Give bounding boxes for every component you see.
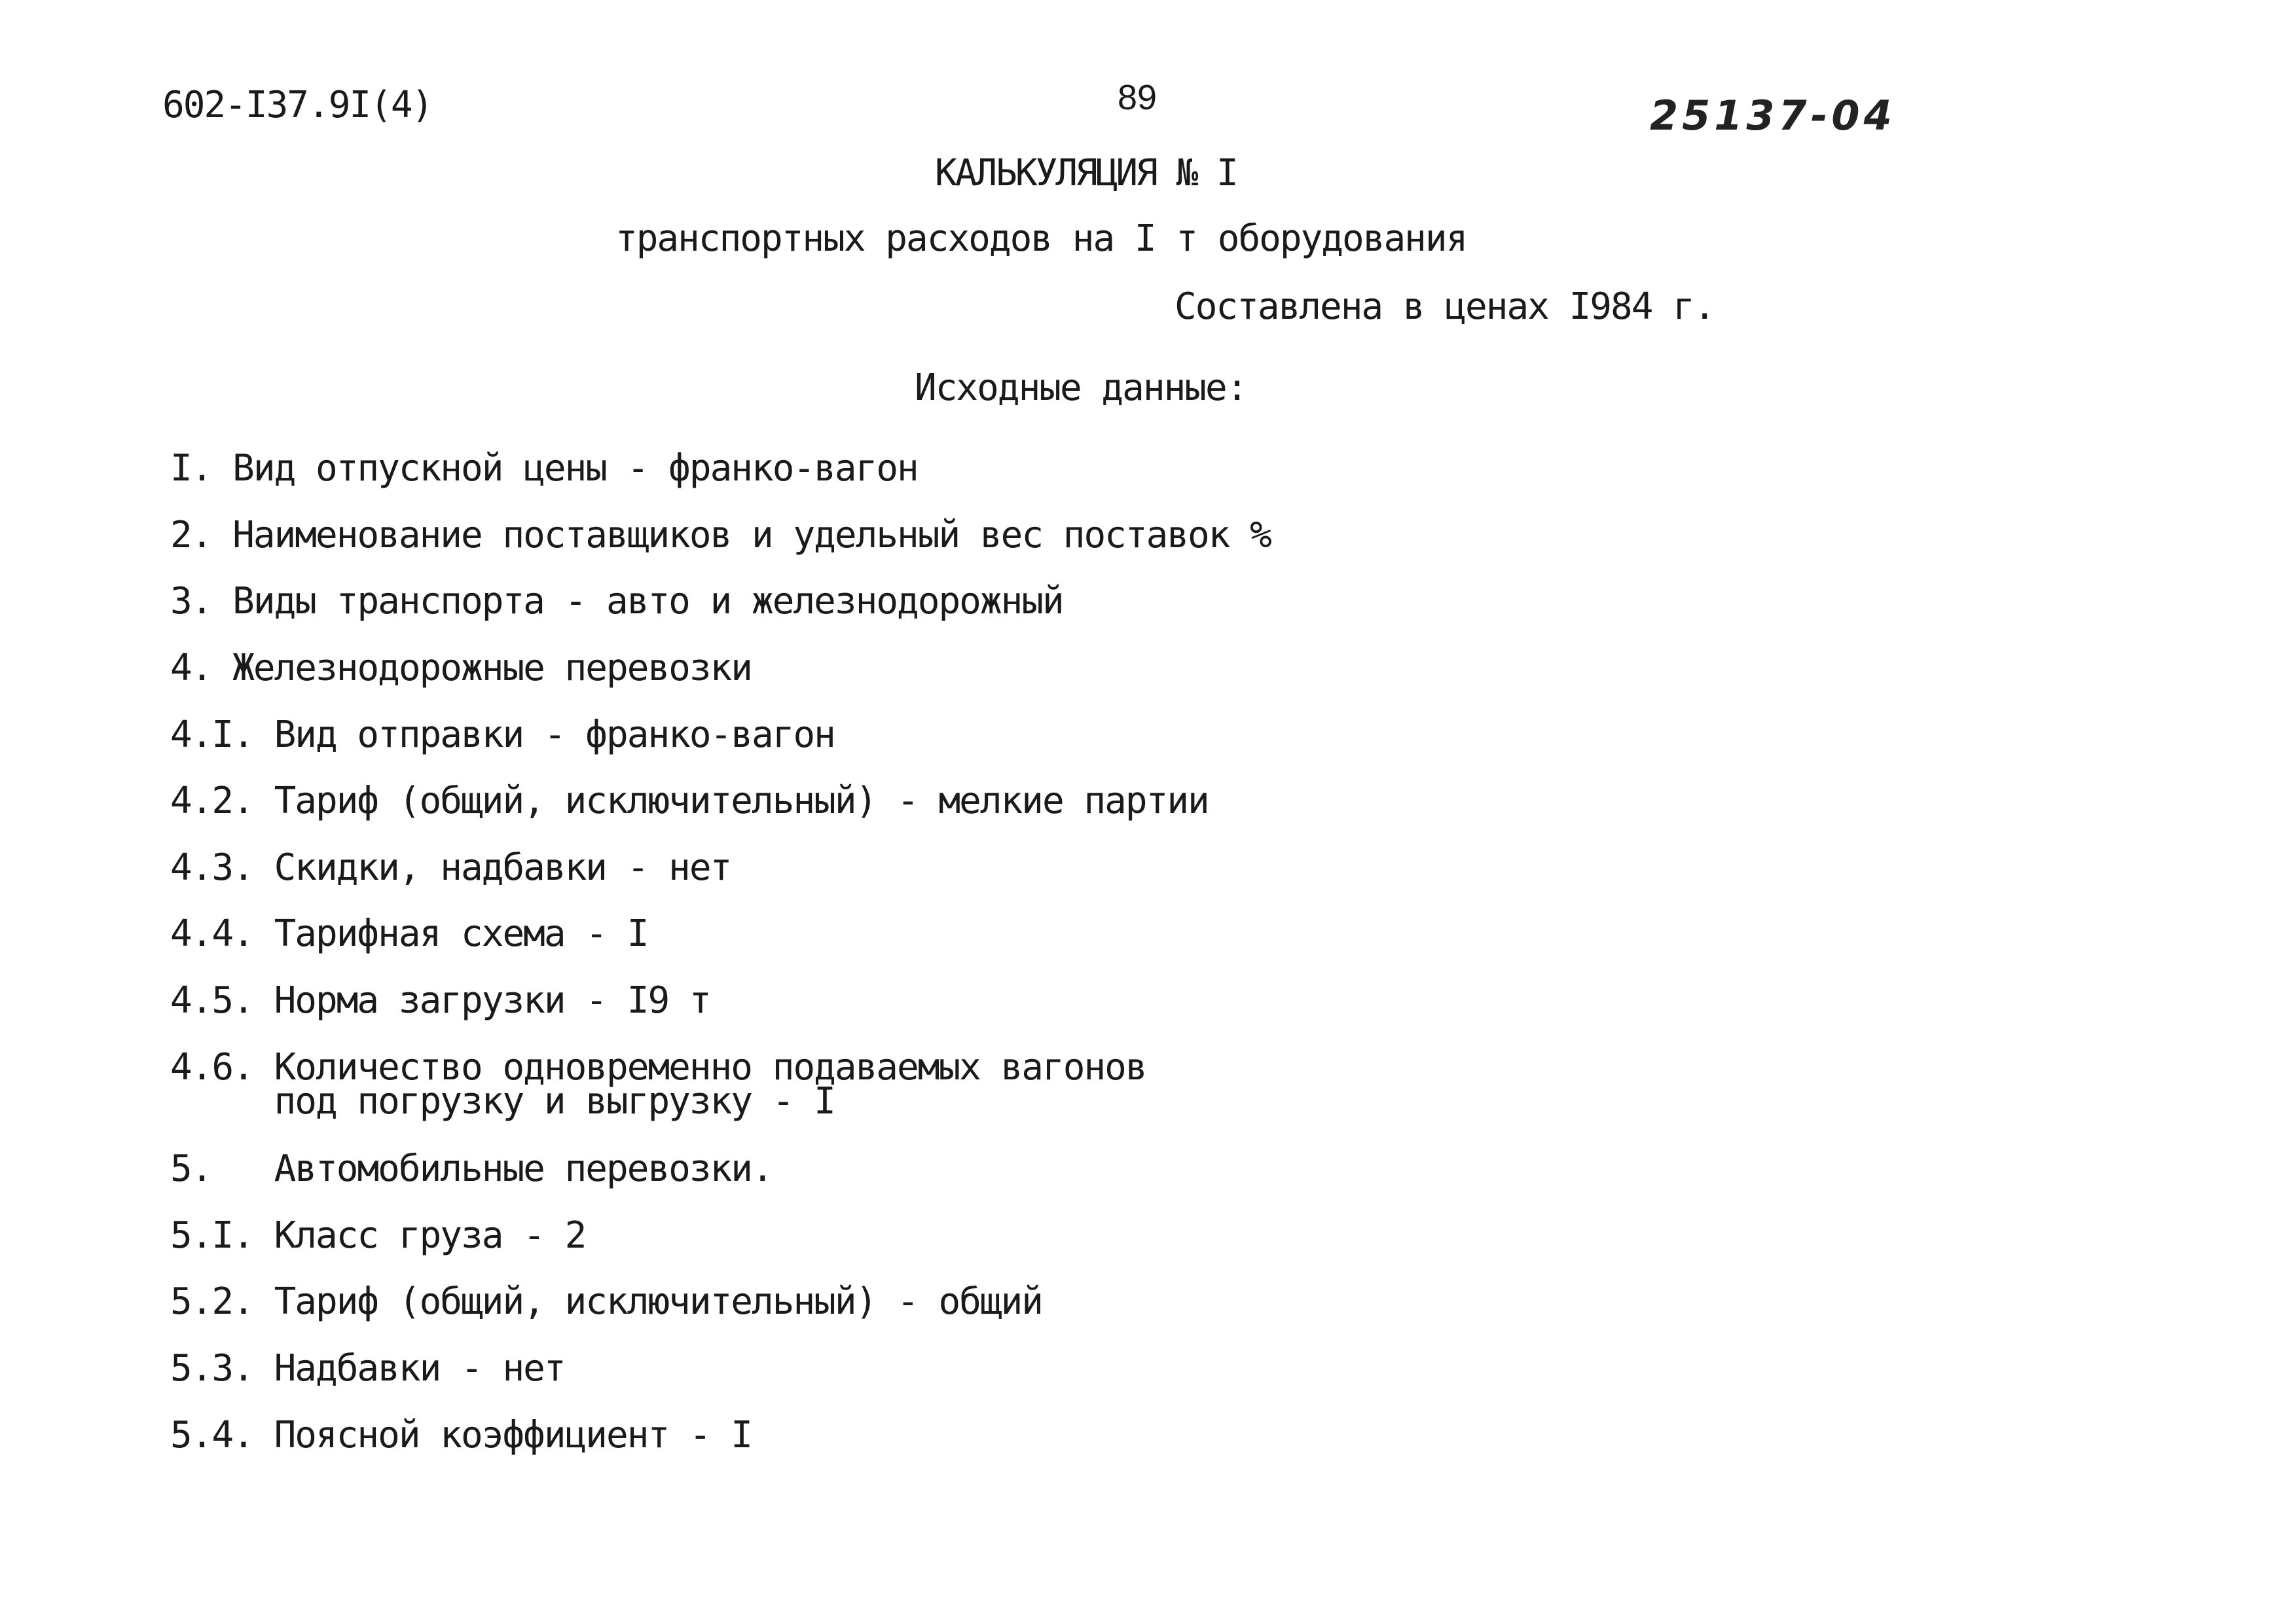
item-number: 5.2.: [170, 1280, 253, 1323]
list-item: [170, 514, 1271, 556]
item-number: 4.I.: [170, 713, 253, 756]
item-text: Наименование поставщиков и удельный вес поставок %: [211, 514, 1271, 556]
list-item: [170, 1147, 773, 1190]
list-item: [170, 1046, 1146, 1123]
item-number: 4.3.: [170, 846, 253, 889]
item-text: Железнодорожные перевозки: [211, 647, 752, 689]
document-code: 602-I37.9I(4): [162, 84, 433, 126]
item-text: Количество одновременно подаваемых вагонов под погрузку и выгрузку - I: [274, 1046, 1146, 1123]
page-number: 89: [1118, 78, 1157, 117]
list-item: [170, 780, 1209, 822]
item-number: 4.5.: [170, 979, 253, 1022]
list-item: [170, 1280, 1043, 1323]
item-text: Тариф (общий, исключительный) - мелкие партии: [253, 780, 1209, 822]
item-text: Тарифная схема - I: [253, 912, 648, 955]
item-text: Класс груза - 2: [253, 1214, 586, 1257]
item-number: 5.I.: [170, 1214, 253, 1257]
document-title: КАЛЬКУЛЯЦИЯ № I: [935, 152, 1237, 194]
item-number: 2.: [170, 514, 212, 556]
compiled-note: Составлена в ценах I984 г.: [1175, 285, 1715, 328]
item-number: 5.: [170, 1147, 212, 1190]
initial-data-heading: Исходные данные:: [915, 367, 1247, 409]
item-text: Вид отправки - франко-вагон: [253, 713, 835, 756]
item-text: Виды транспорта - авто и железнодорожный: [211, 580, 1063, 623]
item-number: 4.6.: [170, 1046, 253, 1089]
list-item: [170, 1214, 586, 1257]
list-item: [170, 846, 731, 889]
item-number: 3.: [170, 580, 212, 623]
item-text: Норма загрузки - I9 т: [253, 979, 710, 1022]
item-number: I.: [170, 447, 212, 490]
item-text: Поясной коэффициент - I: [253, 1414, 752, 1456]
item-text: Автомобильные перевозки.: [211, 1147, 773, 1190]
item-number: 5.4.: [170, 1414, 253, 1456]
item-text: Тариф (общий, исключительный) - общий: [253, 1280, 1043, 1323]
item-number: 5.3.: [170, 1347, 253, 1390]
item-text: Скидки, надбавки - нет: [253, 846, 731, 889]
list-item: [170, 647, 752, 689]
list-item: [170, 580, 1063, 623]
item-text: Надбавки - нет: [253, 1347, 565, 1390]
item-text: Вид отпускной цены - франко-вагон: [211, 447, 918, 490]
item-number: 4.: [170, 647, 212, 689]
list-item: [170, 713, 835, 756]
list-item: [170, 979, 710, 1022]
list-item: [170, 1414, 752, 1456]
list-item: [170, 447, 918, 490]
item-number: 4.2.: [170, 780, 253, 822]
list-item: [170, 912, 648, 955]
document-subtitle: транспортных расходов на I т оборудования: [615, 217, 1467, 260]
registration-number: 25137-04: [1650, 92, 1896, 139]
item-number: 4.4.: [170, 912, 253, 955]
list-item: [170, 1347, 565, 1390]
